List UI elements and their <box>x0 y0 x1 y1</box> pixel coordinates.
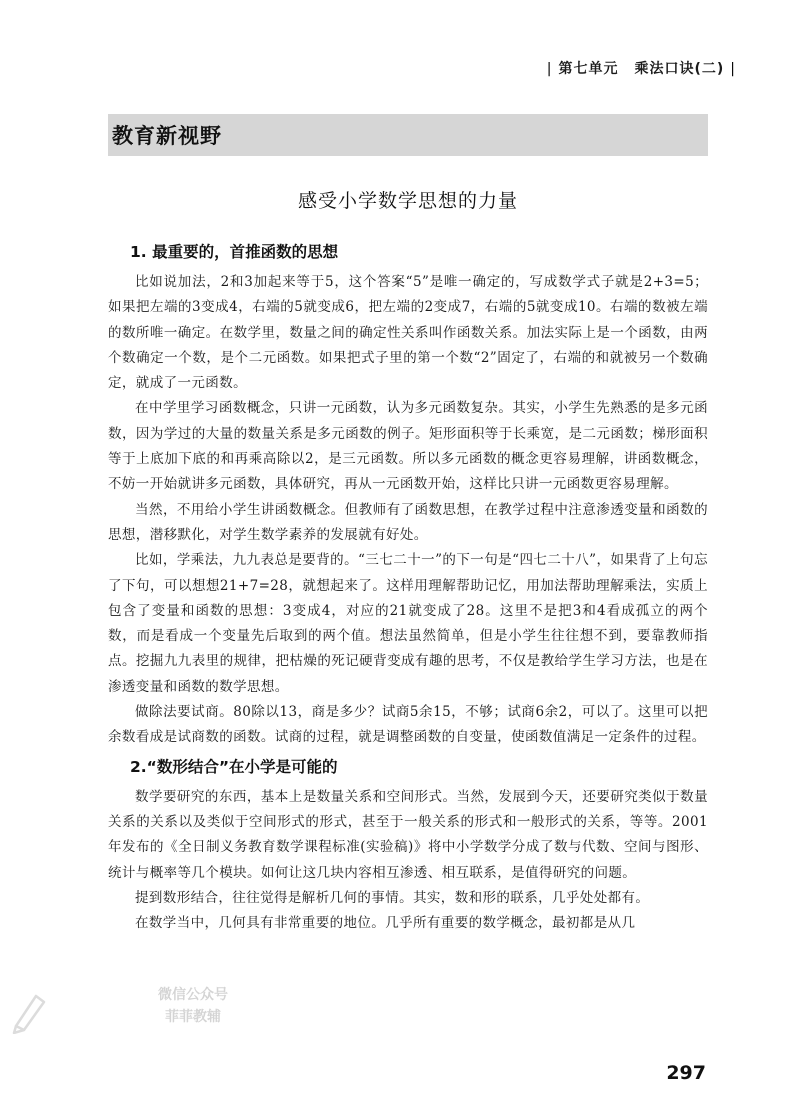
watermark <box>128 984 258 1028</box>
section-heading: 2.“数形结合”在小学是可能的 <box>130 757 338 776</box>
page-number: 297 <box>666 1062 706 1084</box>
pencil-watermark-icon <box>8 990 48 1034</box>
article-title: 感受小学数学思想的力量 <box>297 190 518 212</box>
paragraph: 提到数形结合，往往觉得是解析几何的事情。其实，数和形的联系，几乎处处都有。 <box>135 889 650 906</box>
section-2 <box>108 755 708 937</box>
chapter-label: 乘法口诀(二) <box>634 61 725 77</box>
paragraph: 数学要研究的东西，基本上是数量关系和空间形式。当然，发展到今天，还要研究类似于数量关系的关系以及类似于空间形式的形式，甚至于一般关系的形式和一般形式的关系，等等。2001年发布的《全日制义务教育数学课程标准(实验稿)》将中小学数学分成了数与代数、空间与图形、统计与概率等几个模块。如何让这几块内容相互渗透、相互联系，是值得研究的问题。 <box>108 788 708 881</box>
article-body <box>108 240 708 936</box>
paragraph: 比如说加法，2和3加起来等于5，这个答案“5”是唯一确定的，写成数学式子就是2+3=5；如果把左端的3变成4，右端的5就变成6，把左端的2变成7，右端的5就变成10。右端的数被左端的数所唯一确定。在数学里，数量之间的确定性关系叫作函数关系。加法实际上是一个函数，由两个数确定一个数，是个二元函数。如果把式子里的第一个数“2”固定了，右端的和就被另一个数确定，就成了一元函数。 <box>108 274 708 392</box>
paragraph: 比如，学乘法，九九表总是要背的。“三七二十一”的下一句是“四七二十八”，如果背了上句忘了下句，可以想想21+7=28，就想起来了。这样用理解帮助记忆，用加法帮助理解乘法，实质上包含了变量和函数的思想：3变成4，对应的21就变成了28。这里不是把3和4看成孤立的两个数，而是看成一个变量先后取到的两个值。想法虽然简单，但是小学生往往想不到，要靠教师指点。挖掘九九表里的规律，把枯燥的死记硬背变成有趣的思考，不仅是教给学生学习方法，也是在渗透变量和函数的数学思想。 <box>108 552 708 695</box>
paragraph: 当然，不用给小学生讲函数概念。但教师有了函数思想，在教学过程中注意渗透变量和函数的思想，潜移默化，对学生数学素养的发展就有好处。 <box>108 501 708 543</box>
running-header <box>541 58 742 78</box>
section-1 <box>108 240 708 751</box>
paragraph: 在中学里学习函数概念，只讲一元函数，认为多元函数复杂。其实，小学生先熟悉的是多元函数，因为学过的大量的数量关系是多元函数的例子。矩形面积等于长乘宽，是二元函数；梯形面积等于上底加下底的和再乘高除以2，是三元函数。所以多元函数的概念更容易理解，讲函数概念，不妨一开始就讲多元函数，具体研究，再从一元函数开始，这样比只讲一元函数更容易理解。 <box>108 400 708 493</box>
column-title: 教育新视野 <box>112 124 222 148</box>
header-divider: | <box>546 61 553 77</box>
paragraph: 在数学当中，几何具有非常重要的地位。几乎所有重要的数学概念，最初都是从几 <box>135 915 636 932</box>
section-heading: 1. 最重要的，首推函数的思想 <box>130 243 339 261</box>
paragraph: 做除法要试商。80除以13，商是多少？试商5余15，不够；试商6余2，可以了。这里可以把余数看成是试商数的函数。试商的过程，就是调整函数的自变量，使函数值满足一定条件的过程。 <box>108 704 708 746</box>
unit-label: 第七单元 <box>558 61 619 77</box>
header-divider: | <box>730 61 736 77</box>
watermark-line: 微信公众号 <box>158 987 228 1003</box>
watermark-line: 菲菲教辅 <box>165 1009 221 1025</box>
column-banner <box>108 114 708 156</box>
